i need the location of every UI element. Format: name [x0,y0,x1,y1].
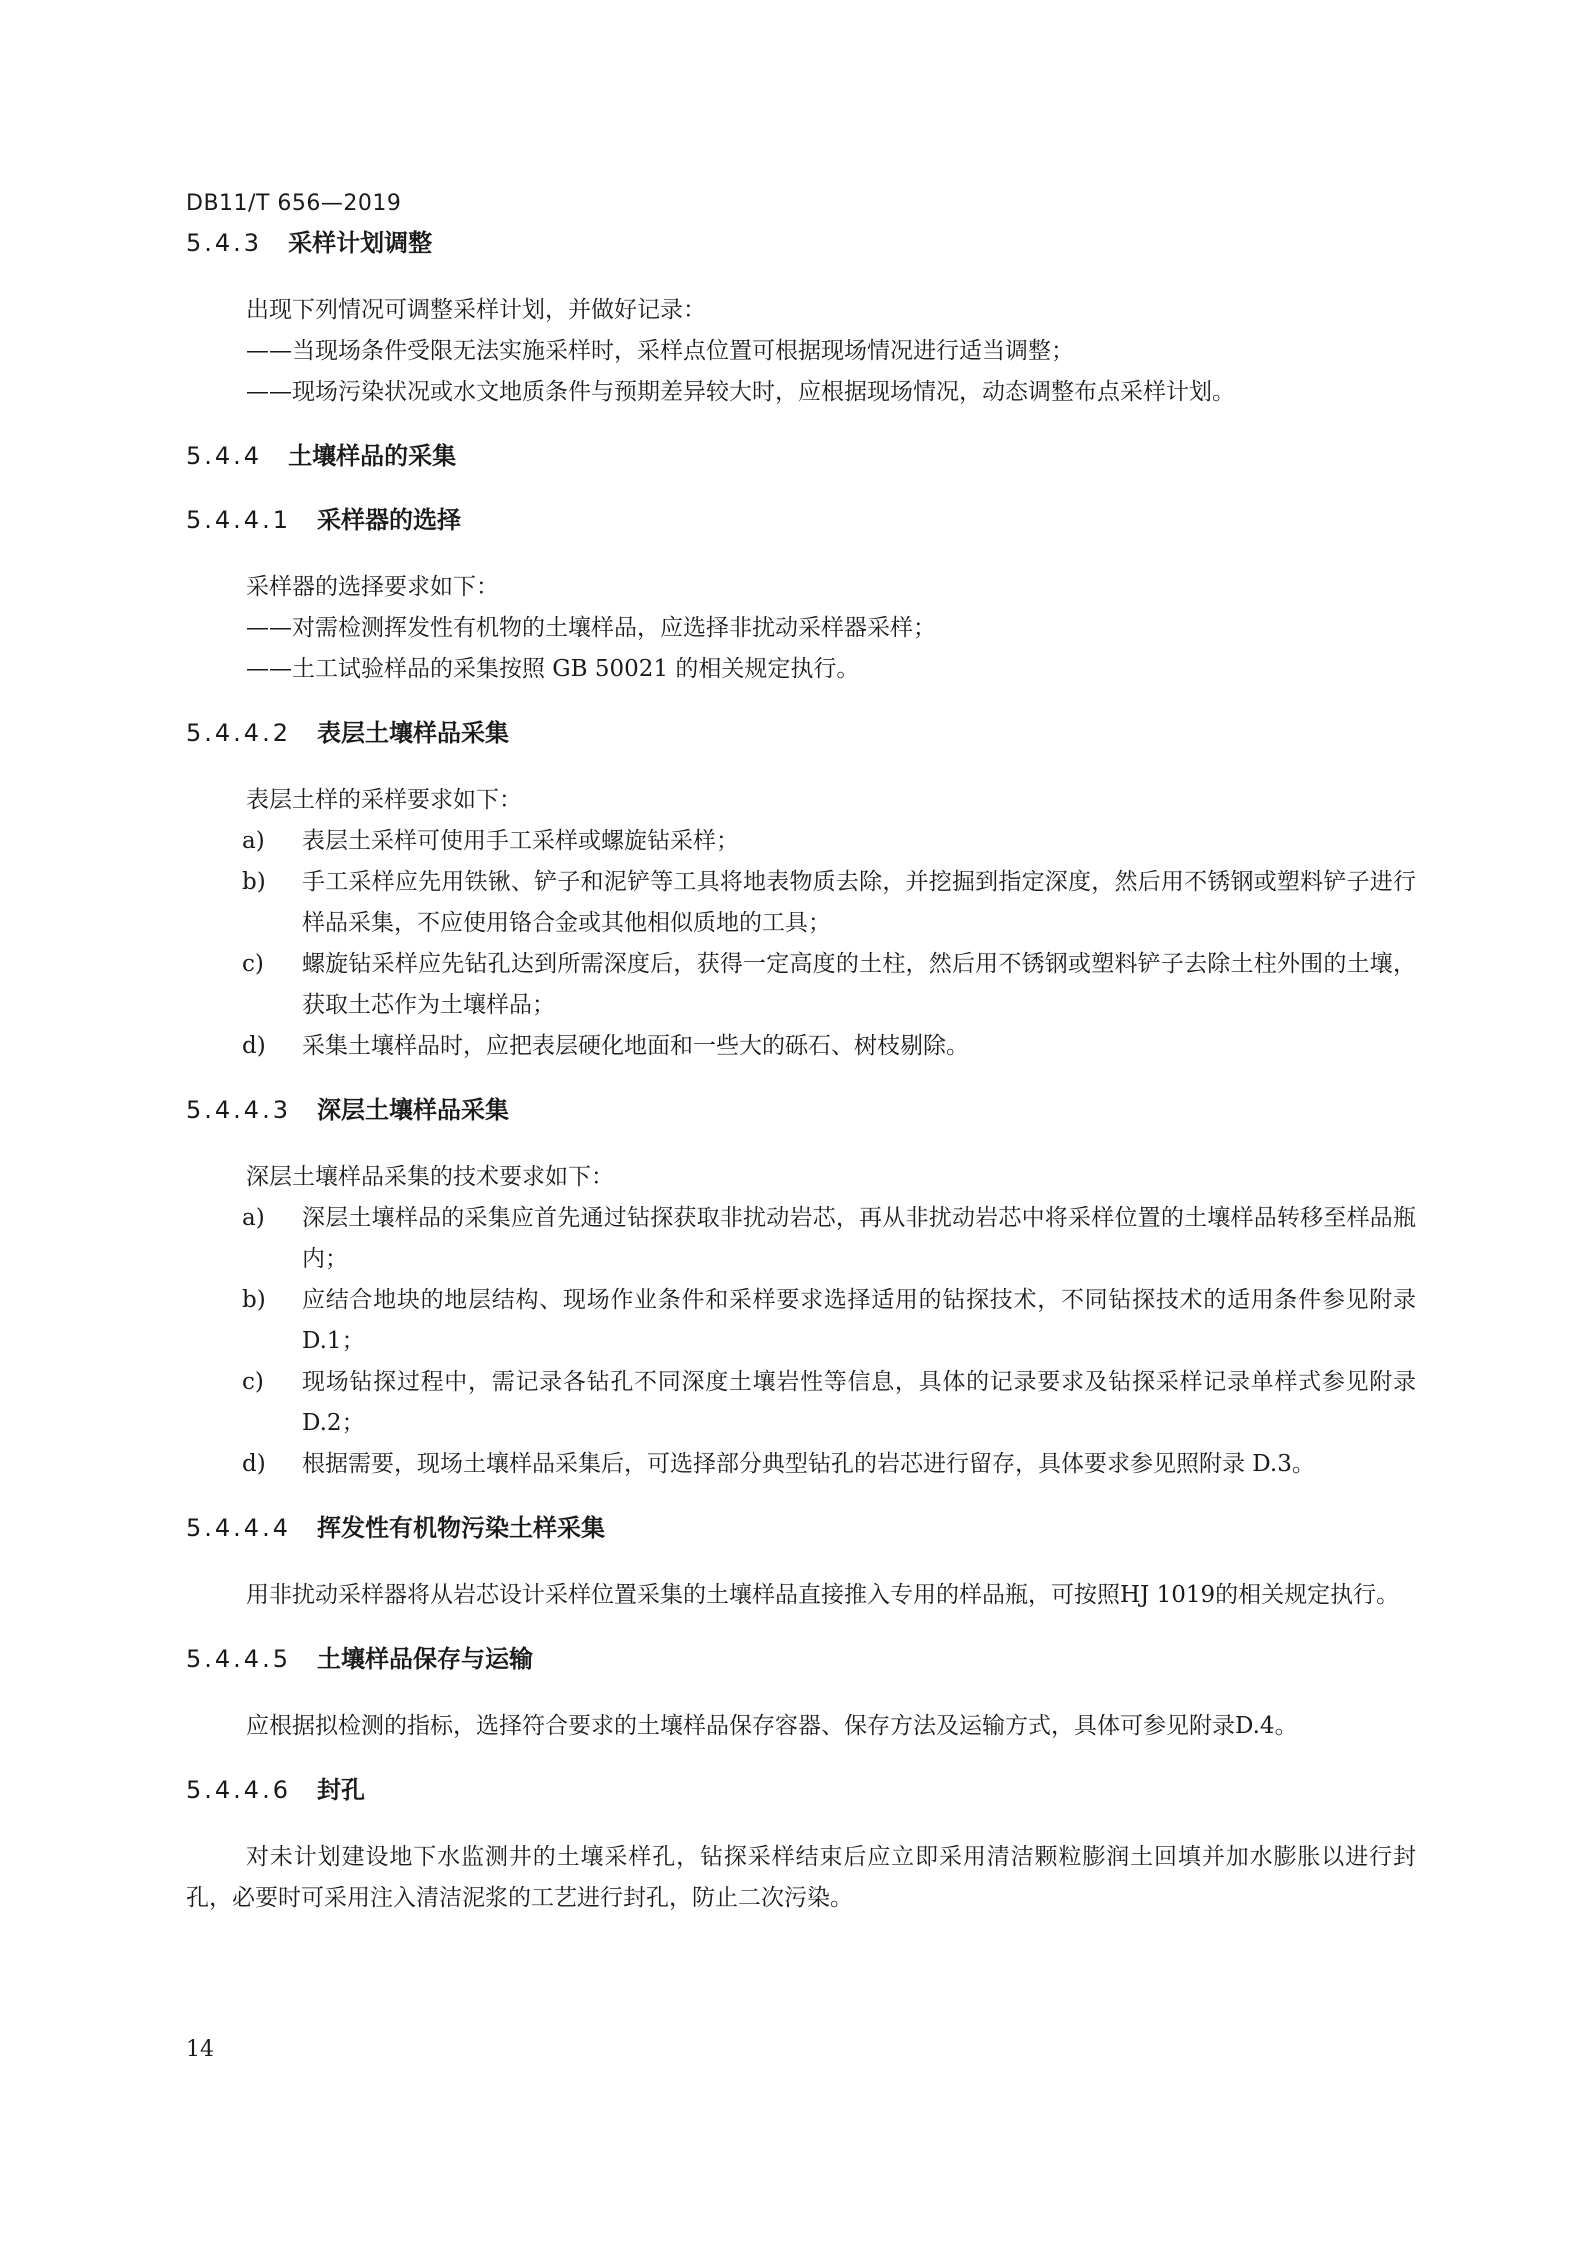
section-title: 表层土壤样品采集 [316,719,509,747]
section-heading-5-4-4-1 [186,503,1416,537]
list-item-label: c) [242,1369,264,1395]
section-intro: 深层土壤样品采集的技术要求如下： [246,1164,614,1190]
list-item-label: b) [242,1287,266,1313]
section-heading-5-4-4 [186,439,1416,473]
section-paragraph: 对未计划建设地下水监测井的土壤采样孔，钻探采样结束后应立即采用清洁颗粒膨润土回填并加水膨胀以进行封孔，必要时可采用注入清洁泥浆的工艺进行封孔，防止二次污染。 [186,1844,1416,1911]
section-number: 5.4.4 [186,442,263,470]
list-item-label: a) [242,1205,265,1231]
section-number: 5.4.4.6 [186,1776,291,1804]
section-heading-5-4-4-2 [186,716,1416,750]
dash-item: ——现场污染状况或水文地质条件与预期差异较大时，应根据现场情况，动态调整布点采样计划。 [246,379,1235,405]
list-item [186,1280,1416,1362]
list-item-label: d) [242,1033,266,1059]
dash-item: ——当现场条件受限无法实施采样时，采样点位置可根据现场情况进行适当调整； [246,338,1074,364]
list-item-label: d) [242,1451,266,1477]
list-item-label: b) [242,869,266,895]
dash-item: ——土工试验样品的采集按照 GB 50021 的相关规定执行。 [246,656,860,682]
section-body-5-4-4-3 [186,1157,1416,1485]
section-body-5-4-4-4 [186,1575,1416,1616]
list-item-text: 表层土采样可使用手工采样或螺旋钻采样； [302,828,739,854]
list-item-text: 现场钻探过程中，需记录各钻孔不同深度土壤岩性等信息，具体的记录要求及钻探采样记录单样式参见附录 D.2； [302,1369,1416,1436]
list-item-text: 应结合地块的地层结构、现场作业条件和采样要求选择适用的钻探技术，不同钻探技术的适用条件参见附录 D.1； [302,1287,1416,1354]
section-paragraph: 用非扰动采样器将从岩芯设计采样位置采集的土壤样品直接推入专用的样品瓶，可按照HJ 1019的相关规定执行。 [246,1582,1400,1608]
section-intro: 表层土样的采样要求如下： [246,787,522,813]
list-item-text: 螺旋钻采样应先钻孔达到所需深度后，获得一定高度的土柱，然后用不锈钢或塑料铲子去除土柱外围的土壤，获取土芯作为土壤样品； [302,951,1416,1018]
section-body-5-4-4-2 [186,780,1416,1067]
section-heading-5-4-4-3 [186,1093,1416,1127]
section-number: 5.4.3 [186,229,263,257]
document-body [186,224,1416,1945]
section-title: 挥发性有机物污染土样采集 [316,1514,605,1542]
section-number: 5.4.4.5 [186,1645,291,1673]
list-item-label: c) [242,951,264,977]
list-item [186,944,1416,1026]
standard-code: DB11/T 656—2019 [186,191,402,216]
section-title: 土壤样品保存与运输 [316,1645,533,1673]
section-number: 5.4.4.2 [186,719,291,747]
section-body-5-4-4-6 [186,1837,1416,1919]
list-item-label: a) [242,828,265,854]
section-body-5-4-4-5 [186,1706,1416,1747]
section-intro: 出现下列情况可调整采样计划，并做好记录： [246,297,706,323]
section-number: 5.4.4.4 [186,1514,291,1542]
list-item-text: 根据需要，现场土壤样品采集后，可选择部分典型钻孔的岩芯进行留存，具体要求参见照附录 D.3。 [302,1451,1315,1477]
section-heading-5-4-4-4 [186,1511,1416,1545]
section-title: 采样计划调整 [288,229,433,257]
section-number: 5.4.4.1 [186,506,291,534]
list-item [186,821,1416,862]
section-heading-5-4-3 [186,226,1416,260]
section-body-5-4-3 [186,290,1416,413]
list-item [186,1026,1416,1067]
section-body-5-4-4-1 [186,567,1416,690]
section-paragraph: 应根据拟检测的指标，选择符合要求的土壤样品保存容器、保存方法及运输方式，具体可参见附录D.4。 [246,1713,1298,1739]
section-heading-5-4-4-5 [186,1642,1416,1676]
list-item [186,862,1416,944]
section-title: 深层土壤样品采集 [316,1096,509,1124]
section-title: 采样器的选择 [316,506,461,534]
section-title: 土壤样品的采集 [288,442,457,470]
list-item-text: 采集土壤样品时，应把表层硬化地面和一些大的砾石、树枝剔除。 [302,1033,969,1059]
section-number: 5.4.4.3 [186,1096,291,1124]
list-item [186,1444,1416,1485]
list-item-text: 深层土壤样品的采集应首先通过钻探获取非扰动岩芯，再从非扰动岩芯中将采样位置的土壤样品转移至样品瓶内； [302,1205,1416,1272]
dash-item: ——对需检测挥发性有机物的土壤样品，应选择非扰动采样器采样； [246,615,936,641]
list-item [186,1362,1416,1444]
section-title: 封孔 [316,1776,365,1804]
list-item [186,1198,1416,1280]
list-item-text: 手工采样应先用铁锹、铲子和泥铲等工具将地表物质去除，并挖掘到指定深度，然后用不锈钢或塑料铲子进行样品采集，不应使用铬合金或其他相似质地的工具； [302,869,1416,936]
section-intro: 采样器的选择要求如下： [246,574,499,600]
section-heading-5-4-4-6 [186,1773,1416,1807]
page-number: 14 [186,2037,214,2062]
